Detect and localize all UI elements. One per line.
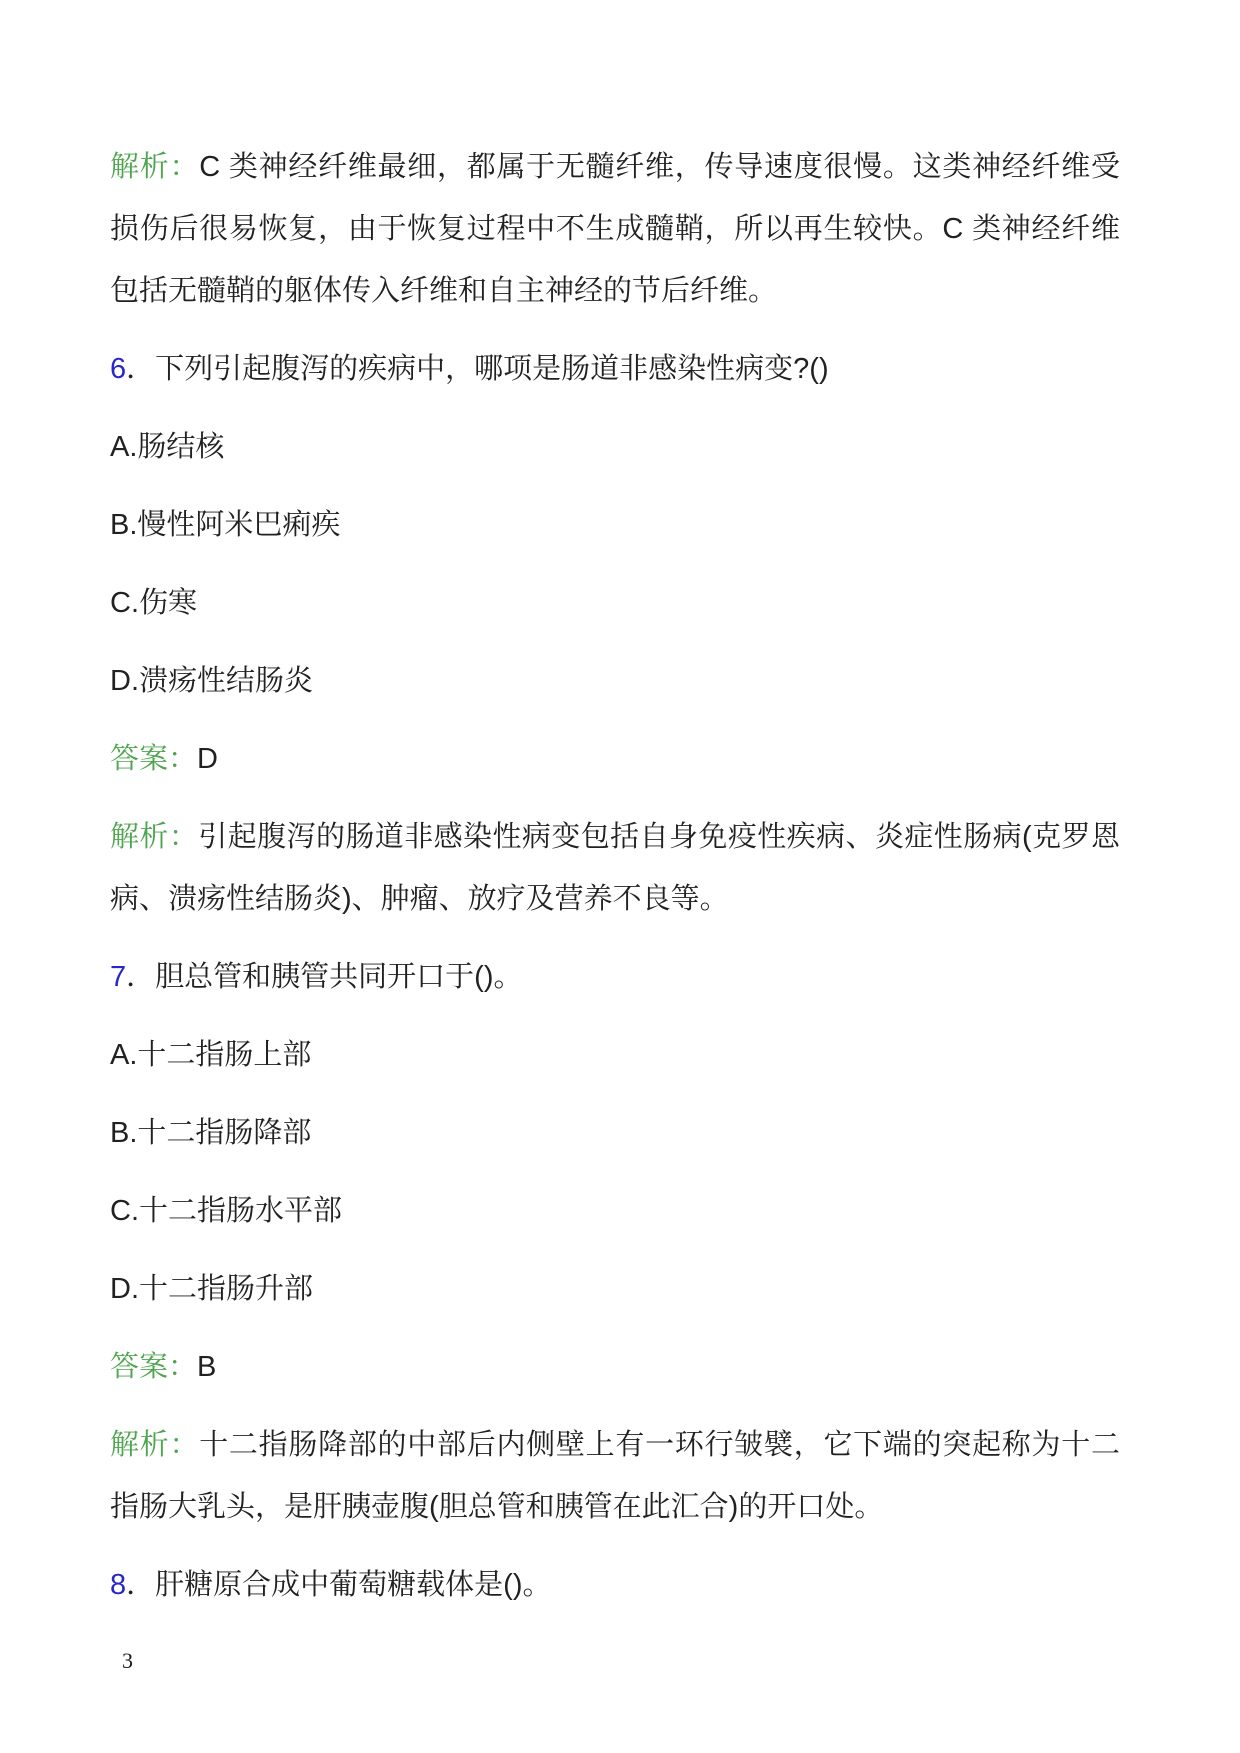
answer-label: 答案： [110,743,198,775]
question-6-answer [110,728,1120,790]
question-6-option-b: B.慢性阿米巴痢疾 [110,509,341,541]
question-number: 8 [110,1569,127,1601]
explanation-label: 解析： [110,151,200,183]
question-number: 7 [110,961,127,993]
explanation-text: 引起腹泻的肠道非感染性病变包括自身免疫性疾病、炎症性肠病(克罗恩病、溃疡性结肠炎)、肿瘤、放疗及营养不良等。 [110,821,1120,915]
question-6-option-a: A.肠结核 [110,431,225,463]
explanation-label: 解析： [110,821,199,853]
question-7-answer [110,1336,1120,1398]
question-number-separator: ． [126,961,156,993]
question-7-option-d: D.十二指肠升部 [110,1273,314,1305]
explanation-text: 十二指肠降部的中部后内侧壁上有一环行皱襞，它下端的突起称为十二指肠大乳头，是肝胰壶腹(胆总管和胰管在此汇合)的开口处。 [110,1429,1120,1523]
explanation-text: C 类神经纤维最细，都属于无髓纤维，传导速度很慢。这类神经纤维受损伤后很易恢复，由于恢复过程中不生成髓鞘，所以再生较快。C 类神经纤维包括无髓鞘的躯体传入纤维和自主神经的节后纤维。 [110,151,1120,307]
page-number: 3 [122,1648,133,1673]
answer-label: 答案： [110,1351,198,1383]
question-6-option-c: C.伤寒 [110,587,198,619]
question-6-stem [110,338,1120,400]
answer-value: B [197,1351,217,1383]
question-7-option-a: A.十二指肠上部 [110,1039,312,1071]
question-7-option-c: C.十二指肠水平部 [110,1195,343,1227]
question-7-stem [110,946,1120,1008]
question-number-separator: ． [126,1569,156,1601]
question-8-stem [110,1554,1120,1616]
question-number: 6 [110,353,127,385]
question-5-explanation [110,136,1120,322]
answer-value: D [197,743,218,775]
question-7-option-b: B.十二指肠降部 [110,1117,312,1149]
question-stem-text: 下列引起腹泻的疾病中，哪项是肠道非感染性病变?() [155,353,829,385]
question-6-explanation [110,806,1120,930]
question-6-option-d: D.溃疡性结肠炎 [110,665,314,697]
question-7-explanation [110,1414,1120,1538]
question-number-separator: ． [126,353,156,385]
question-stem-text: 胆总管和胰管共同开口于()。 [155,961,523,993]
question-stem-text: 肝糖原合成中葡萄糖载体是()。 [155,1569,552,1601]
explanation-label: 解析： [110,1429,200,1461]
